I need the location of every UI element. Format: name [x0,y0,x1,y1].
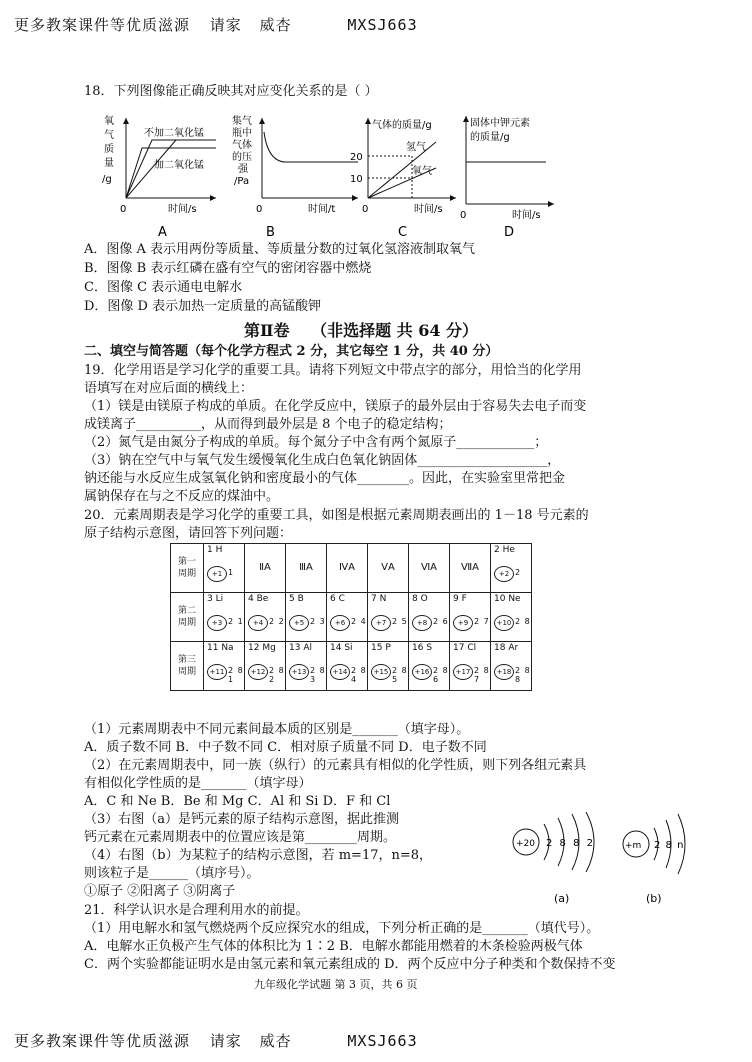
element-cell: 6 C +6 2 4 [327,593,368,642]
period-row-1 [171,544,532,593]
element-cell: 2 He +2 2 [491,544,532,593]
header-text-2: 请家 [209,16,242,34]
graph-c-label-1: 氢气 [406,142,426,153]
fig-b-caption: (b) [646,892,662,905]
period-row-3 [171,642,532,691]
q20-line-1: 原子结构示意图，请回答下列问题： [84,526,293,541]
section-2-heading: 二、填空与简答题（每个化学方程式 2 分，其它每空 1 分，共 40 分） [84,344,499,359]
graph-b-origin: 0 [256,204,263,215]
q20-sub-2: （2）在元素周期表中，同一族（纵行）的元素具有相似的化学性质，则下列各组元素具 [84,758,587,773]
graph-b-ylabel-0: 集气 [232,116,252,127]
graph-b-xlabel: 时间/t [308,204,336,215]
footer-text: 更多教案课件等优质滋源 [14,1032,191,1050]
graph-b-caption: B [266,225,275,240]
q20-sub-3: （3）右图（a）是钙元素的原子结构示意图，据此推测 [84,812,400,827]
q19-line-3: 成镁离子__________，从而得到最外层是 8 个电子的稳定结构； [84,417,452,432]
fig-b-shells: 2 8 n [654,840,685,851]
q19-line-4: （2）氮气是由氮分子构成的单质。每个氮分子中含有两个氮原子____________； [84,435,548,450]
graph-b-ylabel-2: 气体 [232,140,252,151]
footer-text-3: 威杏 [259,1032,292,1050]
q20-sub-1: （1）元素周期表中不同元素间最本质的区别是_______（填字母）。 [84,722,470,737]
graph-a-label-1: 不加二氧化锰 [144,128,204,139]
q18-option-c: C．图像 C 表示通电电解水 [84,280,243,295]
q21-option-ab: A．电解水正负极产生气体的体积比为 1∶2 B．电解水都能用燃着的木条检验两极气体 [84,939,583,954]
element-cell: 8 O +8 2 6 [409,593,450,642]
atom-structure-figures [496,812,696,908]
element-cell: 16 S +16 2 8 6 [409,642,450,691]
element-cell: 7 N +7 2 5 [368,593,409,642]
graph-a-xlabel: 时间/s [168,204,197,215]
q20-line-0: 20．元素周期表是学习化学的重要工具，如图是根据元素周期表画出的 1－18 号元素的 [84,508,589,523]
page-footer: 九年级化学试题 第 3 页，共 6 页 [254,978,418,991]
footer-banner [14,1030,418,1051]
part2-title-text: 第Ⅱ卷 [244,321,290,340]
q21-option-cd: C．两个实验都能证明水是由氢元素和氧元素组成的 D．两个反应中分子种类和个数保持不变 [84,957,616,972]
graph-a-ylabel-0: 氧 [104,116,114,127]
element-cell: 10 Ne +10 2 8 [491,593,532,642]
q20-sub-2-b: 有相似化学性质的是_______（填字母） [84,776,312,791]
graph-c-tick-10: 10 [350,174,363,185]
element-cell: 13 Al +13 2 8 3 [286,642,327,691]
graph-a [102,114,216,240]
group-label: ⅤA [368,544,409,593]
graph-b [232,114,358,240]
graph-c [350,118,456,240]
fig-a-shells: 2 8 8 2 [546,838,595,849]
element-cell: 17 Cl +17 2 8 7 [450,642,491,691]
element-cell: 11 Na +11 2 8 1 [204,642,245,691]
figure-a-calcium [513,812,595,905]
header-text: 更多教案课件等优质滋源 [14,16,191,34]
element-cell: 15 P +15 2 8 5 [368,642,409,691]
header-text-3: 威杏 [259,16,292,34]
group-label: ⅡA [245,544,286,593]
q20-sub-4-options: ①原子 ②阳离子 ③阴离子 [84,884,236,899]
graph-d-ylabel: 固体中钾元素 [470,118,530,129]
part2-subtitle: （非选择题 共 64 分） [311,321,479,340]
element-cell: 3 Li +3 2 1 [204,593,245,642]
q20-sub-1-options: A．质子数不同 B．中子数不同 C．相对原子质量不同 D．电子数不同 [84,740,487,755]
graph-b-ylabel-1: 瓶中 [232,128,252,139]
period-label-1: 第一 周期 [171,544,204,593]
q20-sub-3-b: 钙元素在元素周期表中的位置应该是第________周期。 [84,830,397,845]
graph-b-ylabel-4: 强 [238,164,248,175]
element-cell: 18 Ar +18 2 8 8 [491,642,532,691]
q19-line-6: 钠还能与水反应生成氢氧化钠和密度最小的气体________。因此，在实验室里常把金 [84,471,566,486]
q18-option-a: A．图像 A 表示用两份等质量、等质量分数的过氧化氢溶液制取氧气 [84,242,476,257]
graph-d-xlabel: 时间/s [512,210,541,221]
q19-line-2: （1）镁是由镁原子构成的单质。在化学反应中，镁原子的最外层由于容易失去电子而变 [84,399,587,414]
element-cell: 1 H +1 1 [204,544,245,593]
graph-a-label-2: 加二氧化锰 [154,160,204,171]
graph-d-origin: 0 [460,210,467,221]
graph-a-ylabel-1: 气 [104,130,114,141]
q19-line-7: 属钠保存在与之不反应的煤油中。 [84,489,280,504]
header-banner [14,14,418,35]
q21-line-0: 21．科学认识水是合理利用水的前提。 [84,903,309,918]
graph-b-ylabel-3: 的压 [232,152,252,163]
graph-c-tick-20: 20 [350,152,363,163]
graph-a-caption: A [158,225,167,240]
q21-line-1: （1）用电解水和氢气燃烧两个反应探究水的组成，下列分析正确的是_______（填代号）。 [84,921,600,936]
period-row-2 [171,593,532,642]
fig-a-caption: (a) [554,892,570,905]
fig-a-nucleus: +20 [516,839,535,849]
q20-sub-4: （4）右图（b）为某粒子的结构示意图，若 m=17，n=8， [84,848,433,863]
graph-c-label-2: 氧气 [412,166,432,177]
fig-b-nucleus: +m [625,841,642,851]
header-code: MXSJ663 [347,16,418,34]
graph-c-xlabel: 时间/s [414,204,443,215]
footer-code: MXSJ663 [347,1032,418,1050]
group-label: ⅢA [286,544,327,593]
graph-a-origin: 0 [120,204,127,215]
group-label: ⅦA [450,544,491,593]
graph-c-caption: C [398,225,408,240]
footer-text-2: 请家 [209,1032,242,1050]
graph-d [460,116,554,240]
group-label: ⅥA [409,544,450,593]
period-label-2: 第二 周期 [171,593,204,642]
q19-line-0: 19．化学用语是学习化学的重要工具。请将下列短文中带点字的部分，用恰当的化学用 [84,363,582,378]
graph-c-ylabel: 气体的质量/g [372,120,432,131]
element-cell: 5 B +5 2 3 [286,593,327,642]
q19-line-1: 语填写在对应后面的横线上： [84,381,254,396]
graph-a-ylabel-4: /g [102,174,112,185]
element-cell: 4 Be +4 2 2 [245,593,286,642]
question-18-graphs [96,112,566,242]
graph-a-ylabel-3: 量 [104,158,114,169]
periodic-table [170,543,532,691]
graph-c-origin: 0 [362,204,369,215]
part2-title [244,318,478,341]
figure-b-particle [623,814,685,905]
q20-sub-2-options: A．C 和 Ne B．Be 和 Mg C．Al 和 Si D．F 和 Cl [84,794,391,809]
q18-option-d: D．图像 D 表示加热一定质量的高锰酸钾 [84,299,322,314]
group-label: ⅣA [327,544,368,593]
graph-d-caption: D [504,225,515,240]
q18-option-b: B．图像 B 表示红磷在盛有空气的密闭容器中燃烧 [84,261,372,276]
graph-a-ylabel-2: 质 [104,144,114,155]
period-label-3: 第三 周期 [171,642,204,691]
question-18-stem: 18．下列图像能正确反映其对应变化关系的是（ ） [84,84,378,99]
element-cell: 14 Si +14 2 8 4 [327,642,368,691]
element-cell: 12 Mg +12 2 8 2 [245,642,286,691]
graph-b-ylabel-5: /Pa [234,176,250,187]
q20-sub-4-b: 则该粒子是______（填序号）。 [84,866,260,881]
graph-d-ylabel-2: 的质量/g [470,132,510,143]
q19-line-5: （3）钠在空气中与氧气发生缓慢氧化生成白色氧化钠固体____________________， [84,453,561,468]
element-cell: 9 F +9 2 7 [450,593,491,642]
